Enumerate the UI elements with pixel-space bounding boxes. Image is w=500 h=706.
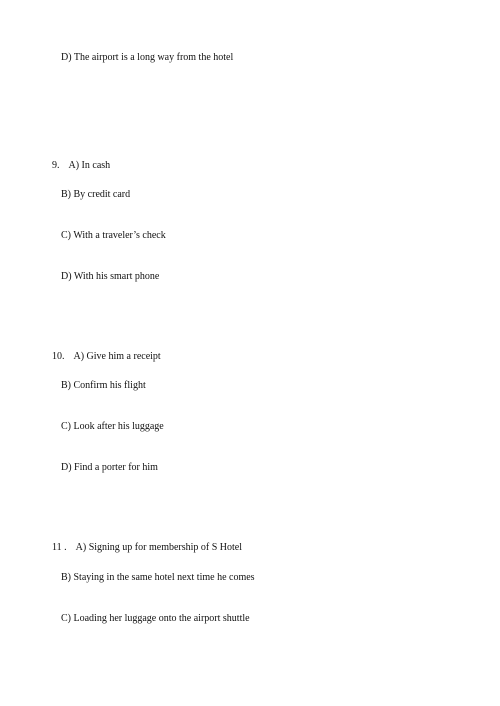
q9-option-b: B) By credit card xyxy=(61,189,131,200)
q9-option-a: A) In cash xyxy=(68,160,111,171)
q9-option-d: D) With his smart phone xyxy=(61,271,160,282)
q11-row xyxy=(42,530,242,566)
q11-option-c: C) Loading her luggage onto the airport shuttle xyxy=(61,613,250,624)
q10-option-d: D) Find a porter for him xyxy=(61,462,158,473)
q10-number: 10. xyxy=(52,351,65,362)
q11-option-b: B) Staying in the same hotel next time he comes xyxy=(61,572,255,583)
q8-option-d: D) The airport is a long way from the hotel xyxy=(61,52,234,63)
q10-option-a: A) Give him a receipt xyxy=(73,351,161,362)
q9-option-c: C) With a traveler’s check xyxy=(61,230,166,241)
q10-option-c: C) Look after his luggage xyxy=(61,421,164,432)
q10-row xyxy=(42,339,161,375)
q11-option-a: A) Signing up for membership of S Hotel xyxy=(75,542,243,553)
q11-number: 11 . xyxy=(52,542,67,553)
q9-row xyxy=(42,148,110,184)
q10-option-b: B) Confirm his flight xyxy=(61,380,146,391)
q9-number: 9. xyxy=(52,160,60,171)
